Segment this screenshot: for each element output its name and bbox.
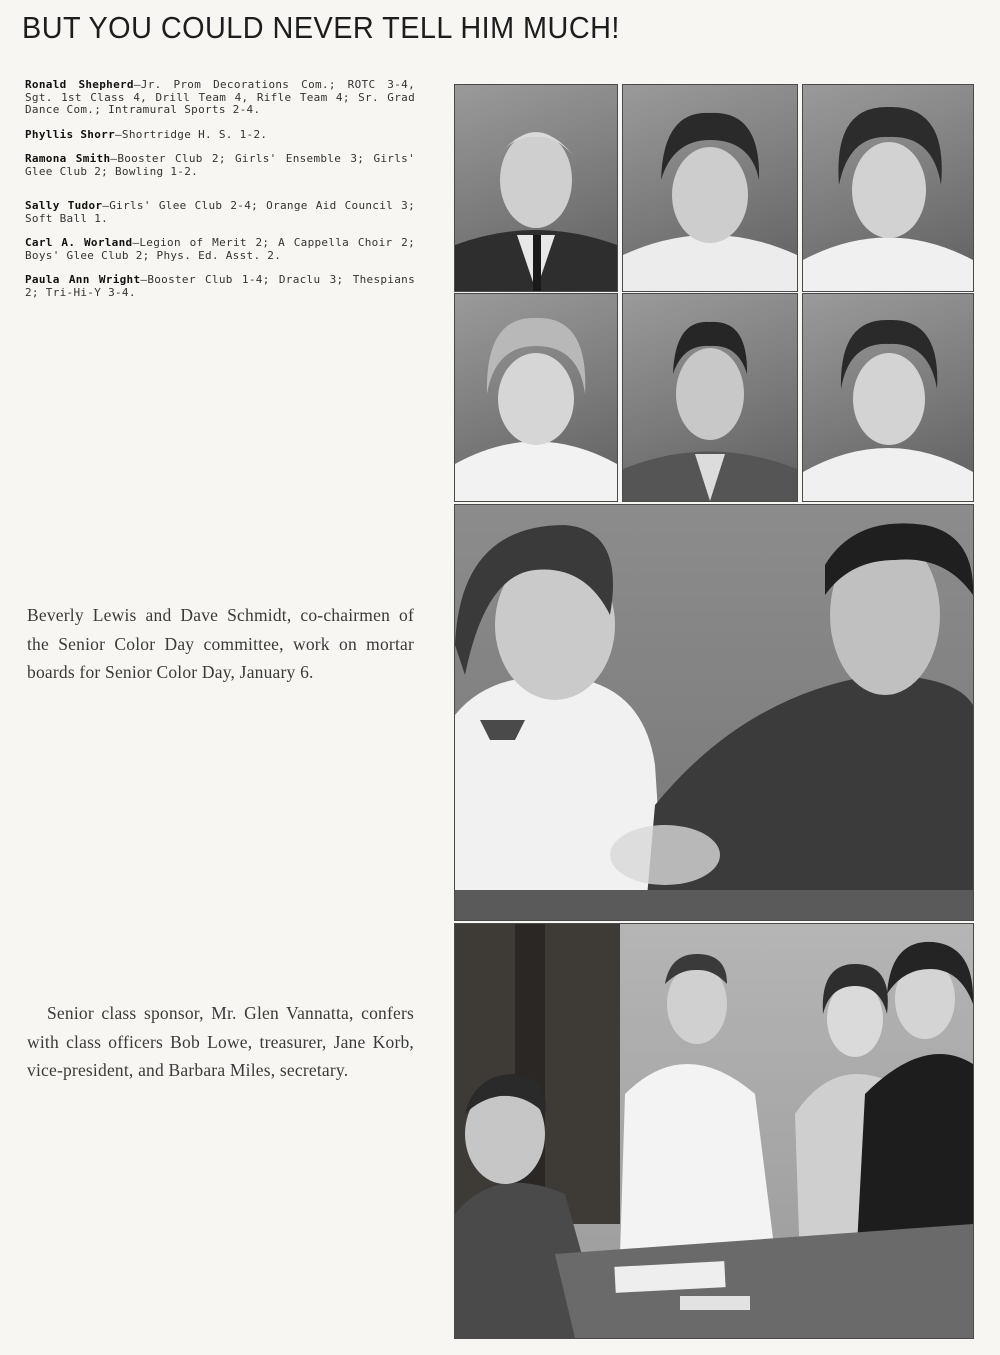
portrait-photo-paula-wright [802,293,974,502]
bio-name: Ramona Smith [25,152,111,165]
portrait-photo-sally-tudor [454,293,618,502]
bio-name: Carl A. Worland [25,236,133,249]
caption-class-officers: Senior class sponsor, Mr. Glen Vannatta, confers with class officers Bob Lowe, treasurer, Jane Korb, vice-president, and Barbara Miles, secretary. [27,1003,414,1080]
senior-bio-list [25,79,415,311]
photo-class-officers [454,923,974,1339]
bio-name: Paula Ann Wright [25,273,141,286]
bio-phyllis-shorr [25,129,415,142]
photo-color-day-committee [454,504,974,921]
bio-details: —Shortridge H. S. 1-2. [115,127,268,141]
page-headline: BUT YOU COULD NEVER TELL HIM MUCH! [22,10,620,45]
bio-details: —Booster Club 2; Girls' Ensemble 3; Girls' Glee Club 2; Bowling 1-2. [25,152,415,178]
bio-paula-wright [25,274,415,299]
bio-details: —Booster Club 1-4; Draclu 3; Thespians 2; Tri-Hi-Y 3-4. [25,273,415,299]
bio-ronald-shepherd [25,79,415,117]
bio-name: Phyllis Shorr [25,127,115,141]
bio-details: —Girls' Glee Club 2-4; Orange Aid Council 3; Soft Ball 1. [25,199,415,225]
bio-carl-worland [25,237,415,262]
bio-name: Sally Tudor [25,199,103,212]
caption-color-day: Beverly Lewis and Dave Schmidt, co-chairmen of the Senior Color Day committee, work on mortar boards for Senior Color Day, January 6. [27,605,414,682]
bio-details: —Legion of Merit 2; A Cappella Choir 2; Boys' Glee Club 2; Phys. Ed. Asst. 2. [25,236,415,262]
portrait-photo-ramona-smith [802,84,974,292]
portrait-photo-carl-worland [622,293,798,502]
bio-name: Ronald Shepherd [25,78,134,91]
portrait-photo-ronald-shepherd [454,84,618,292]
portrait-photo-phyllis-shorr [622,84,798,292]
bio-sally-tudor [25,200,415,225]
bio-ramona-smith [25,153,415,178]
bio-details: —Jr. Prom Decorations Com.; ROTC 3-4, Sgt. 1st Class 4, Drill Team 4, Rifle Team 4; Sr. Grad Dance Com.; Intramural Sports 2-4. [25,78,415,116]
